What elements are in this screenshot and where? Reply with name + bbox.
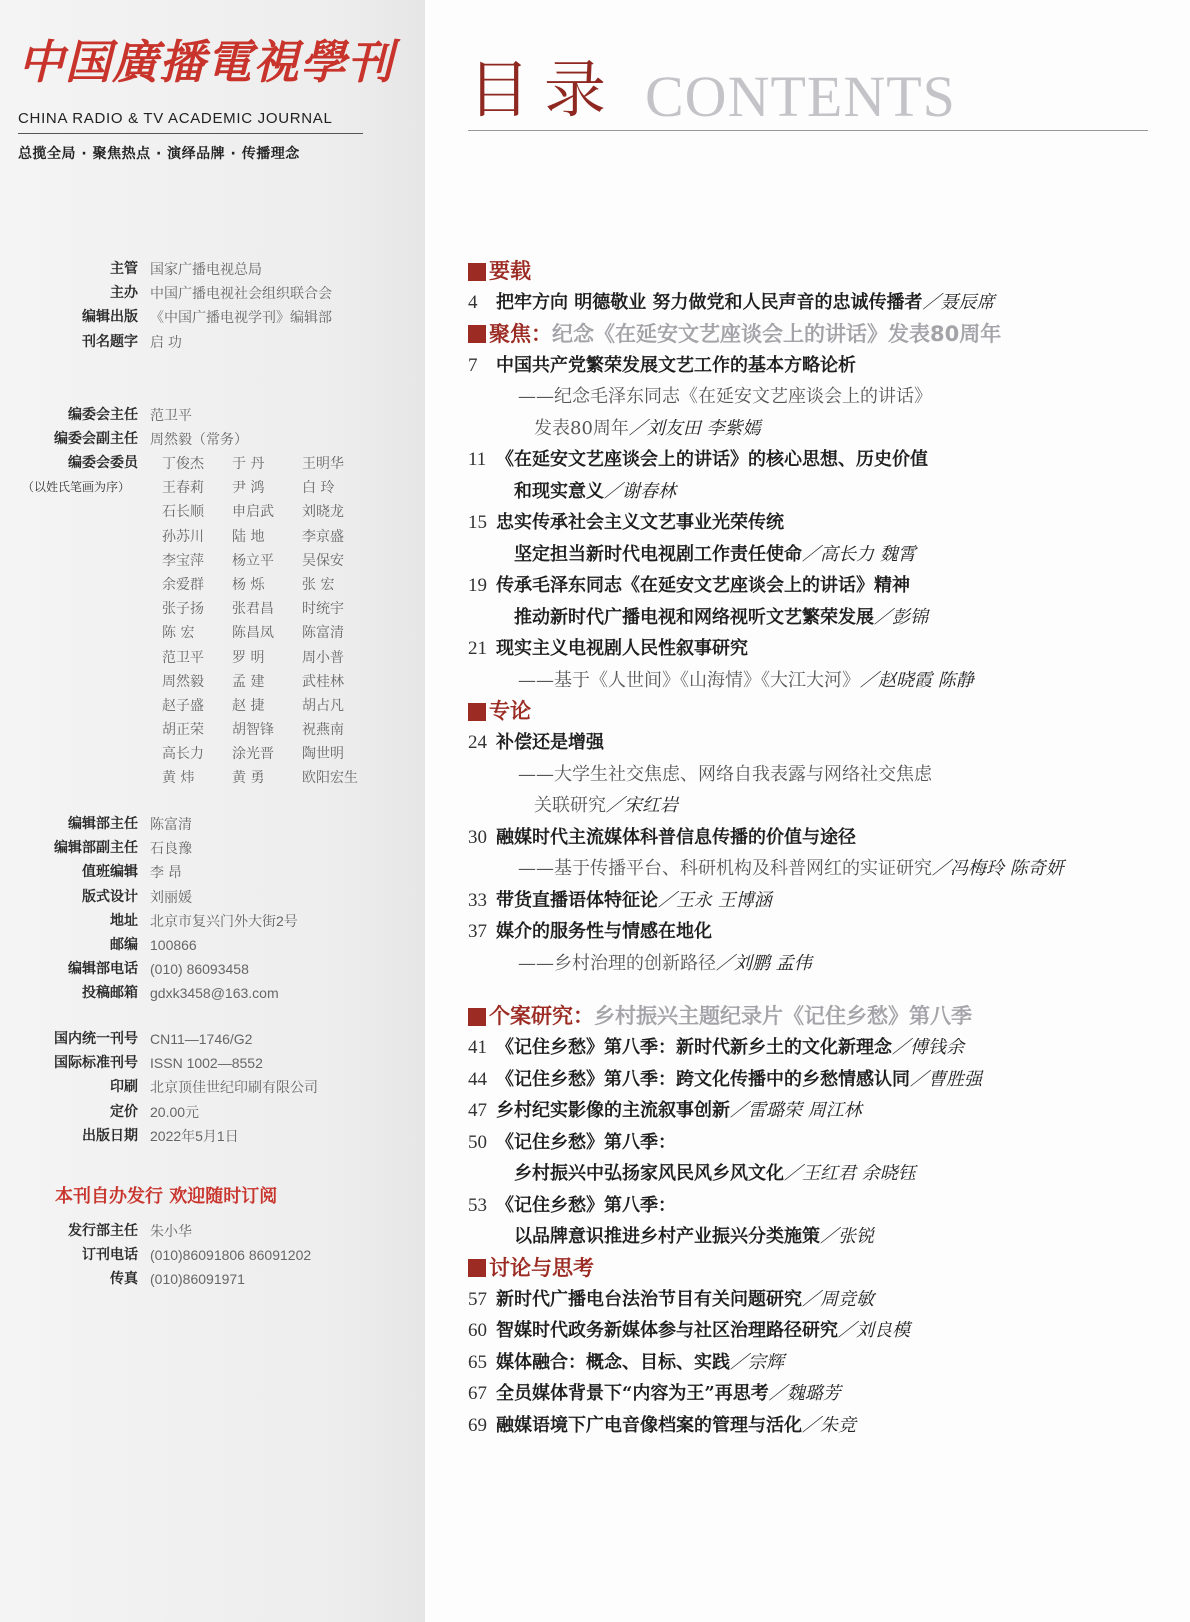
info-value: ISSN 1002—8552 bbox=[150, 1055, 263, 1072]
members-row bbox=[162, 573, 412, 597]
info-label: 值班编辑 bbox=[82, 864, 138, 881]
page-number: 47 bbox=[468, 1100, 487, 1121]
members-row bbox=[162, 694, 412, 718]
info-value: 范卫平 bbox=[150, 407, 192, 423]
member-name: 陈昌凤 bbox=[232, 625, 274, 642]
page-number: 19 bbox=[468, 575, 487, 596]
article-author: ／曹胜强 bbox=[910, 1068, 982, 1090]
article-title: 乡村纪实影像的主流叙事创新 bbox=[496, 1100, 730, 1121]
article-title: 《记住乡愁》第八季：跨文化传播中的乡愁情感认同 bbox=[496, 1068, 910, 1090]
info-value: gdxk3458@163.com bbox=[150, 985, 279, 1002]
section-name: 聚焦： bbox=[489, 321, 552, 346]
member-name: 孟 建 bbox=[232, 673, 265, 690]
info-label: 主办 bbox=[110, 285, 138, 302]
page-number: 65 bbox=[468, 1351, 487, 1373]
toc-entry-line[interactable] bbox=[468, 1127, 1168, 1159]
subscribe-row bbox=[0, 1243, 425, 1267]
member-name: 胡占凡 bbox=[302, 697, 344, 714]
members-row bbox=[162, 621, 412, 645]
publication-row bbox=[0, 1027, 425, 1051]
article-title: ——纪念毛泽东同志《在延安文艺座谈会上的讲话》 bbox=[518, 386, 932, 407]
toc-entry-line[interactable] bbox=[468, 350, 1168, 382]
info-value: 北京顶佳世纪印刷有限公司 bbox=[150, 1079, 318, 1096]
section-name: 个案研究： bbox=[489, 1004, 594, 1028]
member-name: 石长顺 bbox=[162, 504, 204, 521]
editorial-row bbox=[0, 860, 425, 884]
toc-entry-line[interactable] bbox=[468, 602, 1168, 634]
article-author: ／魏璐芳 bbox=[768, 1383, 841, 1404]
toc-entry-line[interactable] bbox=[468, 633, 1168, 665]
section-subtitle: 纪念《在延安文艺座谈会上的讲话》发表80周年 bbox=[552, 321, 1002, 346]
publication-row bbox=[0, 1051, 425, 1075]
subscribe-info bbox=[0, 1219, 425, 1292]
section-heading bbox=[468, 1001, 1168, 1032]
page-number: 37 bbox=[468, 921, 487, 942]
member-name: 涂光晋 bbox=[232, 746, 274, 763]
article-title: 和现实意义 bbox=[514, 480, 604, 502]
info-value: 北京市复兴门外大街2号 bbox=[150, 912, 298, 929]
article-title: 《在延安文艺座谈会上的讲话》的核心思想、历史价值 bbox=[496, 449, 928, 470]
members-row bbox=[162, 452, 412, 476]
toc-entry-line[interactable] bbox=[468, 1315, 1168, 1347]
toc-entry-line[interactable] bbox=[468, 1095, 1168, 1127]
member-name: 张 宏 bbox=[302, 576, 335, 593]
article-author: ／宋红岩 bbox=[606, 795, 678, 816]
page-number: 33 bbox=[468, 889, 487, 911]
contents-divider bbox=[468, 130, 1148, 131]
page-number: 44 bbox=[468, 1068, 487, 1090]
sponsor-row bbox=[0, 305, 425, 329]
article-title: 智媒时代政务新媒体参与社区治理路径研究 bbox=[496, 1320, 838, 1341]
member-name: 胡智锋 bbox=[232, 722, 274, 739]
article-title: 新时代广播电台法治节目有关问题研究 bbox=[496, 1288, 802, 1310]
members-row bbox=[162, 525, 412, 549]
member-name: 李宝萍 bbox=[162, 552, 204, 569]
section-marker-icon bbox=[468, 263, 486, 281]
members-row bbox=[162, 500, 412, 524]
page-number: 67 bbox=[468, 1383, 487, 1404]
info-label: 国内统一刊号 bbox=[54, 1031, 138, 1047]
member-name: 陶世明 bbox=[302, 746, 344, 763]
info-label: 传真 bbox=[110, 1271, 138, 1288]
article-author: ／高长力 魏霄 bbox=[802, 543, 916, 565]
toc-entry-line[interactable] bbox=[468, 853, 1168, 885]
member-name: 罗 明 bbox=[232, 649, 265, 666]
section-heading bbox=[468, 319, 1168, 350]
info-value: 启 功 bbox=[150, 333, 182, 350]
info-label: 编辑部电话 bbox=[68, 961, 138, 978]
article-title: ——基于传播平台、科研机构及科普网红的实证研究 bbox=[518, 858, 932, 879]
toc-entry-line[interactable] bbox=[468, 1221, 1168, 1253]
page-number: 4 bbox=[468, 292, 478, 313]
info-label: 刊名题字 bbox=[82, 333, 138, 350]
toc-entry-line[interactable] bbox=[468, 1190, 1168, 1222]
page-number: 53 bbox=[468, 1194, 487, 1216]
article-title: 融媒时代主流媒体科普信息传播的价值与途径 bbox=[496, 826, 856, 848]
subscribe-row bbox=[0, 1219, 425, 1243]
article-author: ／聂辰席 bbox=[922, 292, 995, 313]
page-number: 57 bbox=[468, 1288, 487, 1310]
publication-row bbox=[0, 1124, 425, 1148]
committee-members-grid bbox=[162, 452, 412, 791]
editorial-row bbox=[0, 836, 425, 860]
page-number: 15 bbox=[468, 512, 487, 533]
table-of-contents bbox=[468, 256, 1168, 1441]
toc-entry-line[interactable] bbox=[468, 885, 1168, 917]
info-label: 发行部主任 bbox=[68, 1223, 138, 1239]
section-marker-icon bbox=[468, 325, 486, 343]
article-title: 乡村振兴中弘扬家风民风乡风文化 bbox=[514, 1163, 784, 1184]
info-value: 周然毅（常务） bbox=[150, 431, 248, 448]
journal-logo-english: CHINA RADIO & TV ACADEMIC JOURNAL bbox=[18, 110, 333, 127]
toc-entry-line[interactable] bbox=[468, 444, 1168, 476]
members-row bbox=[162, 670, 412, 694]
members-row bbox=[162, 549, 412, 573]
section-name: 要载 bbox=[489, 259, 531, 283]
page-number: 60 bbox=[468, 1320, 487, 1341]
member-name: 欧阳宏生 bbox=[302, 770, 358, 787]
info-value: 朱小华 bbox=[150, 1223, 192, 1239]
member-name: 黄 炜 bbox=[162, 770, 195, 787]
article-title: 忠实传承社会主义文艺事业光荣传统 bbox=[496, 512, 784, 533]
page-number: 69 bbox=[468, 1414, 487, 1436]
info-value: 国家广播电视总局 bbox=[150, 261, 262, 277]
info-value: 李 昂 bbox=[150, 864, 182, 881]
toc-entry-line[interactable] bbox=[468, 822, 1168, 854]
article-author: ／宗辉 bbox=[730, 1351, 784, 1373]
masthead-panel bbox=[0, 0, 425, 1622]
article-author: ／冯梅玲 陈奇妍 bbox=[932, 858, 1064, 879]
sponsor-row bbox=[0, 330, 425, 354]
article-author: ／刘鹏 孟伟 bbox=[716, 952, 812, 974]
article-title: ——大学生社交焦虑、网络自我表露与网络社交焦虑 bbox=[518, 763, 932, 785]
toc-entry-line[interactable] bbox=[468, 916, 1168, 948]
info-value: 中国广播电视社会组织联合会 bbox=[150, 285, 332, 302]
article-author: ／彭锦 bbox=[874, 606, 928, 628]
sponsor-row bbox=[0, 281, 425, 305]
article-title: 带货直播语体特征论 bbox=[496, 889, 658, 911]
section-name: 讨论与思考 bbox=[489, 1255, 594, 1280]
publication-row bbox=[0, 1075, 425, 1099]
members-row bbox=[162, 718, 412, 742]
members-row bbox=[162, 476, 412, 500]
member-name: 孙苏川 bbox=[162, 528, 204, 545]
toc-entry-line[interactable] bbox=[468, 1347, 1168, 1379]
members-row bbox=[162, 742, 412, 766]
page-number: 30 bbox=[468, 826, 487, 848]
member-name: 胡正荣 bbox=[162, 722, 204, 739]
publication-row bbox=[0, 1100, 425, 1124]
member-name: 周小普 bbox=[302, 649, 344, 666]
toc-entry-line[interactable] bbox=[468, 1064, 1168, 1096]
member-name: 周然毅 bbox=[162, 673, 204, 690]
toc-entry-line[interactable] bbox=[468, 413, 1168, 445]
article-author: ／雷璐荣 周江林 bbox=[730, 1100, 862, 1121]
member-name: 张君昌 bbox=[232, 601, 274, 618]
sponsor-info bbox=[0, 257, 425, 354]
subscribe-title: 本刊自办发行 欢迎随时订阅 bbox=[55, 1186, 278, 1207]
page-number: 21 bbox=[468, 638, 487, 659]
member-name: 高长力 bbox=[162, 746, 204, 763]
article-title: 坚定担当新时代电视剧工作责任使命 bbox=[514, 543, 802, 565]
article-title: 《记住乡愁》第八季： bbox=[496, 1194, 676, 1216]
toc-entry-line[interactable] bbox=[468, 287, 1168, 319]
member-name: 刘晓龙 bbox=[302, 504, 344, 521]
article-title: 融媒语境下广电音像档案的管理与活化 bbox=[496, 1414, 802, 1436]
article-author: ／刘良模 bbox=[838, 1320, 910, 1341]
toc-entry-line[interactable] bbox=[468, 1284, 1168, 1316]
info-label: 主管 bbox=[110, 261, 138, 277]
journal-logo-chinese: 中国廣播電視學刊 bbox=[18, 35, 394, 89]
article-author: ／赵晓霞 陈静 bbox=[860, 669, 974, 691]
member-name: 赵 捷 bbox=[232, 697, 265, 714]
editorial-row bbox=[0, 957, 425, 981]
member-name: 武桂林 bbox=[302, 673, 344, 690]
info-value: 刘丽媛 bbox=[150, 888, 192, 905]
member-name: 时统宇 bbox=[302, 601, 344, 618]
section-marker-icon bbox=[468, 703, 486, 721]
info-label: 出版日期 bbox=[82, 1127, 138, 1144]
info-value: 100866 bbox=[150, 936, 197, 953]
toc-entry-line[interactable] bbox=[468, 727, 1168, 759]
info-label: 印刷 bbox=[110, 1079, 138, 1096]
member-name: 范卫平 bbox=[162, 649, 204, 666]
editorial-row bbox=[0, 885, 425, 909]
member-name: 赵子盛 bbox=[162, 697, 204, 714]
info-label: 编委会副主任 bbox=[54, 431, 138, 448]
member-name: 王明华 bbox=[302, 456, 344, 472]
toc-entry-line[interactable] bbox=[468, 665, 1168, 697]
article-title: 《记住乡愁》第八季： bbox=[496, 1131, 676, 1153]
member-name: 白 玲 bbox=[302, 480, 335, 497]
section-heading bbox=[468, 696, 1168, 727]
toc-entry-line[interactable] bbox=[468, 539, 1168, 571]
member-name: 李京盛 bbox=[302, 528, 344, 545]
info-label: 定价 bbox=[110, 1103, 138, 1120]
toc-entry-line[interactable] bbox=[468, 381, 1168, 413]
article-title: ——乡村治理的创新路径 bbox=[518, 952, 716, 974]
member-name: 尹 鸿 bbox=[232, 480, 265, 497]
member-name: 丁俊杰 bbox=[162, 456, 204, 472]
members-row bbox=[162, 646, 412, 670]
section-heading bbox=[468, 1253, 1168, 1284]
info-label: 国际标准刊号 bbox=[54, 1055, 138, 1072]
article-title: 补偿还是增强 bbox=[496, 732, 604, 753]
page-number: 24 bbox=[468, 732, 487, 753]
article-title: 全员媒体背景下“内容为王”再思考 bbox=[496, 1383, 769, 1404]
toc-entry-line[interactable] bbox=[468, 1378, 1168, 1410]
publication-info bbox=[0, 1027, 425, 1148]
page-number: 7 bbox=[468, 354, 478, 376]
article-title: 关联研究 bbox=[534, 795, 606, 816]
toc-entry-line[interactable] bbox=[468, 1158, 1168, 1190]
editorial-row bbox=[0, 812, 425, 836]
article-author: ／谢春林 bbox=[604, 480, 676, 502]
info-value: (010)86091971 bbox=[150, 1271, 245, 1288]
info-value: 2022年5月1日 bbox=[150, 1127, 239, 1144]
sponsor-row bbox=[0, 257, 425, 281]
section-heading bbox=[468, 256, 1168, 287]
member-name: 于 丹 bbox=[232, 456, 265, 472]
info-label: 版式设计 bbox=[82, 888, 138, 905]
article-author: ／朱竞 bbox=[802, 1414, 856, 1436]
section-spacer bbox=[468, 979, 1168, 1001]
member-name: 陆 地 bbox=[232, 528, 265, 545]
article-author: ／周竞敏 bbox=[802, 1288, 874, 1310]
member-name: 黄 勇 bbox=[232, 770, 265, 787]
journal-slogan: 总揽全局 · 聚焦热点 · 演绎品牌 · 传播理念 bbox=[18, 146, 300, 162]
article-author: ／傅钱余 bbox=[892, 1037, 964, 1058]
member-name: 陈富清 bbox=[302, 625, 344, 642]
member-name: 申启武 bbox=[232, 504, 274, 521]
info-label: 编辑部副主任 bbox=[54, 840, 138, 857]
article-author: ／刘友田 李紫嫣 bbox=[628, 417, 761, 439]
toc-entry-line[interactable] bbox=[468, 948, 1168, 980]
article-title: 传承毛泽东同志《在延安文艺座谈会上的讲话》精神 bbox=[496, 575, 910, 596]
article-title: 把牢方向 明德敬业 努力做党和人民声音的忠诚传播者 bbox=[496, 292, 923, 313]
article-title: 媒体融合：概念、目标、实践 bbox=[496, 1351, 730, 1373]
page-number: 41 bbox=[468, 1037, 487, 1058]
member-name: 吴保安 bbox=[302, 552, 344, 569]
member-name: 杨 烁 bbox=[232, 576, 265, 593]
article-author: ／王红君 余晓钰 bbox=[784, 1163, 916, 1184]
article-title: 发表80周年 bbox=[534, 417, 629, 439]
info-label: 投稿邮箱 bbox=[82, 985, 138, 1002]
toc-entry-line[interactable] bbox=[468, 570, 1168, 602]
editorial-row bbox=[0, 981, 425, 1005]
info-value: (010) 86093458 bbox=[150, 961, 249, 978]
info-label: 编委会主任 bbox=[68, 407, 138, 423]
contents-title-english: CONTENTS bbox=[645, 64, 956, 129]
info-value: 石良豫 bbox=[150, 840, 192, 857]
article-title: 以品牌意识推进乡村产业振兴分类施策 bbox=[514, 1226, 820, 1247]
info-label: 订刊电话 bbox=[82, 1247, 138, 1264]
article-title: 中国共产党繁荣发展文艺工作的基本方略论析 bbox=[496, 354, 856, 376]
page-number: 11 bbox=[468, 449, 487, 470]
member-name: 张子扬 bbox=[162, 601, 204, 618]
editorial-info bbox=[0, 812, 425, 1006]
members-row bbox=[162, 766, 412, 790]
article-title: ——基于《人世间》《山海情》《大江大河》 bbox=[518, 669, 860, 691]
info-value: (010)86091806 86091202 bbox=[150, 1247, 312, 1264]
section-marker-icon bbox=[468, 1008, 486, 1026]
member-name: 杨立平 bbox=[232, 552, 274, 569]
member-name: 余爱群 bbox=[162, 576, 204, 593]
toc-entry-line[interactable] bbox=[468, 1410, 1168, 1442]
editorial-row bbox=[0, 933, 425, 957]
info-label: 地址 bbox=[110, 912, 138, 929]
article-title: 媒介的服务性与情感在地化 bbox=[496, 921, 712, 942]
info-label: 编辑出版 bbox=[82, 309, 138, 326]
toc-entry-line[interactable] bbox=[468, 507, 1168, 539]
info-value: CN11—1746/G2 bbox=[150, 1031, 253, 1047]
article-title: 推动新时代广播电视和网络视听文艺繁荣发展 bbox=[514, 606, 874, 628]
editorial-row bbox=[0, 909, 425, 933]
toc-entry-line[interactable] bbox=[468, 476, 1168, 508]
article-title: 现实主义电视剧人民性叙事研究 bbox=[496, 638, 748, 659]
info-label: 编辑部主任 bbox=[68, 816, 138, 832]
logo-divider bbox=[18, 133, 363, 134]
article-author: ／张锐 bbox=[820, 1226, 874, 1247]
article-title: 《记住乡愁》第八季：新时代新乡土的文化新理念 bbox=[496, 1037, 892, 1058]
member-name: 王春莉 bbox=[162, 480, 204, 497]
toc-entry-line[interactable] bbox=[468, 1032, 1168, 1064]
toc-entry-line[interactable] bbox=[468, 790, 1168, 822]
committee-row bbox=[0, 403, 425, 427]
page-number: 50 bbox=[468, 1131, 487, 1153]
member-name: 陈 宏 bbox=[162, 625, 195, 642]
info-label: 编委会委员 bbox=[68, 455, 138, 472]
subscribe-row bbox=[0, 1267, 425, 1291]
info-value: 20.00元 bbox=[150, 1103, 200, 1120]
members-order-note: （以姓氏笔画为序） bbox=[22, 480, 131, 494]
section-marker-icon bbox=[468, 1259, 486, 1277]
info-label: 邮编 bbox=[110, 936, 138, 953]
contents-title-chinese: 目录 bbox=[468, 53, 621, 126]
section-subtitle: 乡村振兴主题纪录片《记住乡愁》第八季 bbox=[594, 1004, 972, 1028]
members-row bbox=[162, 597, 412, 621]
toc-entry-line[interactable] bbox=[468, 759, 1168, 791]
info-value: 《中国广播电视学刊》编辑部 bbox=[150, 309, 332, 326]
article-author: ／王永 王博涵 bbox=[658, 889, 772, 911]
member-name: 祝燕南 bbox=[302, 722, 344, 739]
info-value: 陈富清 bbox=[150, 816, 192, 832]
committee-row bbox=[0, 427, 425, 451]
section-name: 专论 bbox=[489, 699, 531, 723]
